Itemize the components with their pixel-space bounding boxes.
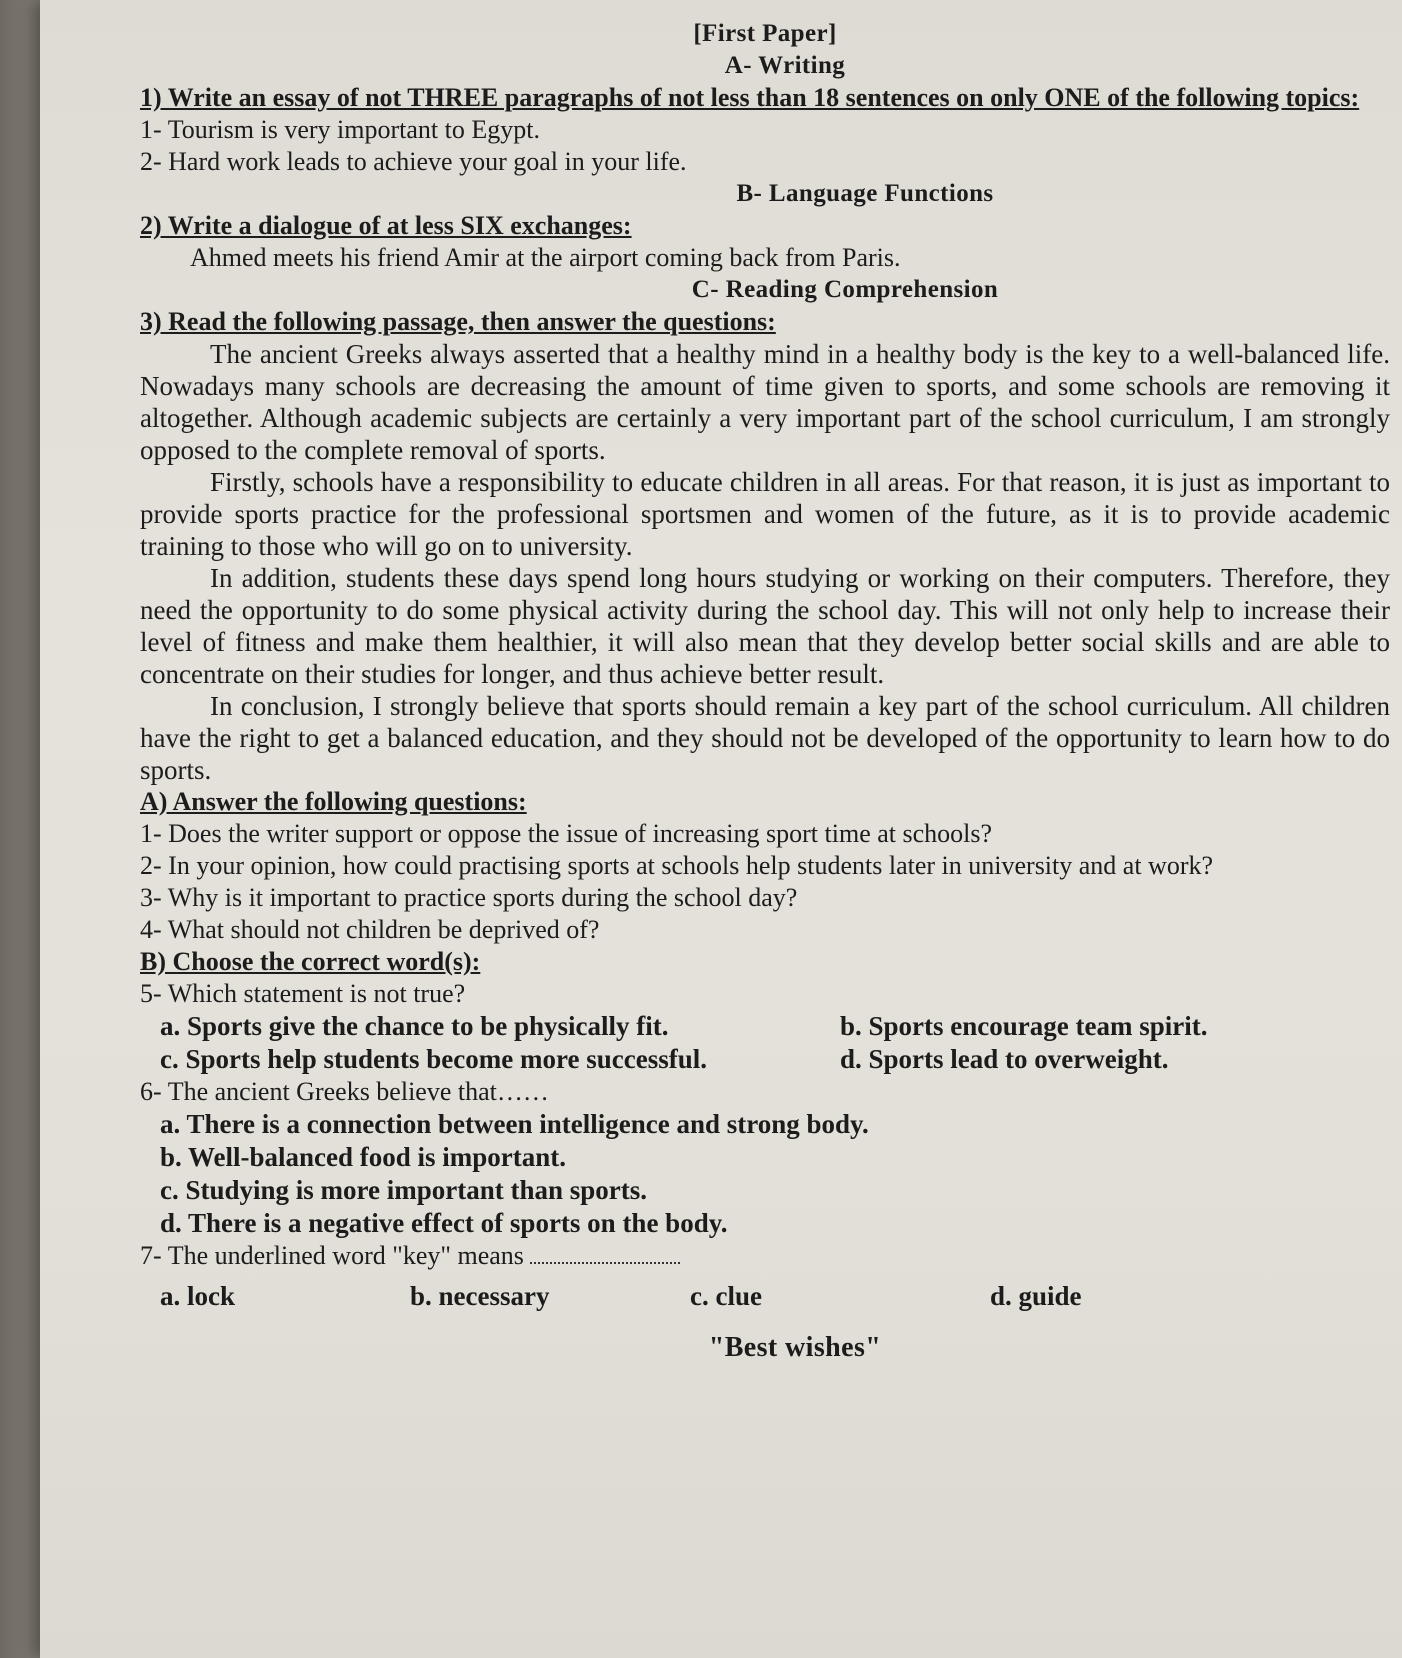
topic-1: 1- Tourism is very important to Egypt. (140, 115, 540, 144)
q7-option-a: a. lock (160, 1281, 236, 1311)
q7-option-d: d. guide (990, 1281, 1082, 1311)
q5-option-a: a. Sports give the chance to be physically fit. (160, 1011, 669, 1041)
section-a-heading: A- Writing (724, 52, 846, 79)
dialogue-situation: Ahmed meets his friend Amir at the airport coming back from Paris. (190, 243, 901, 272)
question-7-text: 7- The underlined word "key" means (140, 1241, 524, 1270)
passage-paragraph-3: In addition, students these days spend long hours studying or working on their computers. Therefore, they need the opportunity to do some physical activity during the school day. This will not only help to increase their level of fitness and make them healthier, it will also mean that they develop better social skills and are able to concentrate on their studies for longer, and thus achieve better result. (140, 563, 1390, 689)
part-b-heading: B) Choose the correct word(s): (140, 947, 481, 976)
q5-option-c: c. Sports help students become more successful. (160, 1044, 707, 1074)
passage-paragraph-2: Firstly, schools have a responsibility to educate children in all areas. For that reason, it is just as important to provide sports practice for the professional sportsmen and women of the future, as it is to provide academic training to those who will go on to university. (140, 467, 1390, 561)
section-b-heading: B- Language Functions (736, 180, 994, 207)
section-c-heading: C- Reading Comprehension (691, 276, 999, 303)
q6-option-d: d. There is a negative effect of sports on the body. (160, 1208, 728, 1238)
q7-option-b: b. necessary (410, 1281, 550, 1311)
passage-paragraph-1: The ancient Greeks always asserted that a healthy mind in a healthy body is the key to a well-balanced life. Nowadays many schools are decreasing the amount of time given to sports, and some schools are removing it altogether. Although academic subjects are certainly a very important part of the school curriculum, I am strongly opposed to the complete removal of sports. (140, 339, 1390, 465)
q5-option-b: b. Sports encourage team spirit. (840, 1011, 1208, 1041)
q5-options-row-1 (140, 1010, 1390, 1043)
question-7 (140, 1240, 1390, 1272)
paper-title: [First Paper] (693, 20, 837, 47)
reading-question: 3) Read the following passage, then answer the questions: (140, 307, 776, 336)
topic-2: 2- Hard work leads to achieve your goal in your life. (140, 147, 687, 176)
question-1: 1- Does the writer support or oppose the issue of increasing sport time at schools? (140, 819, 993, 848)
best-wishes: "Best wishes" (708, 1332, 882, 1363)
question-3: 3- Why is it important to practice sports during the school day? (140, 883, 798, 912)
part-a-heading: A) Answer the following questions: (140, 787, 527, 816)
exam-content (140, 18, 1390, 1364)
writing-question: 1) Write an essay of not THREE paragraphs of not less than 18 sentences on only ONE of the following topics: (140, 83, 1360, 112)
q6-option-a: a. There is a connection between intelligence and strong body. (160, 1109, 869, 1139)
question-4: 4- What should not children be deprived of? (140, 915, 600, 944)
q6-option-c: c. Studying is more important than sports. (160, 1175, 648, 1205)
exam-sheet (40, 0, 1402, 1658)
question-5: 5- Which statement is not true? (140, 979, 466, 1008)
dialogue-question: 2) Write a dialogue of at less SIX exchanges: (140, 211, 632, 240)
passage-paragraph-4: In conclusion, I strongly believe that sports should remain a key part of the school curriculum. All children have the right to get a balanced education, and they should not be developed of the opportunity to learn how to do sports. (140, 691, 1390, 785)
q7-options (140, 1278, 1390, 1314)
question-2: 2- In your opinion, how could practising sports at schools help students later in university and at work? (140, 851, 1214, 880)
q6-option-b: b. Well-balanced food is important. (160, 1142, 567, 1172)
q5-options-row-2 (140, 1043, 1390, 1076)
q5-option-d: d. Sports lead to overweight. (840, 1044, 1169, 1074)
q7-option-c: c. clue (690, 1281, 762, 1311)
question-6: 6- The ancient Greeks believe that…… (140, 1077, 549, 1106)
answer-blank (530, 1244, 680, 1264)
